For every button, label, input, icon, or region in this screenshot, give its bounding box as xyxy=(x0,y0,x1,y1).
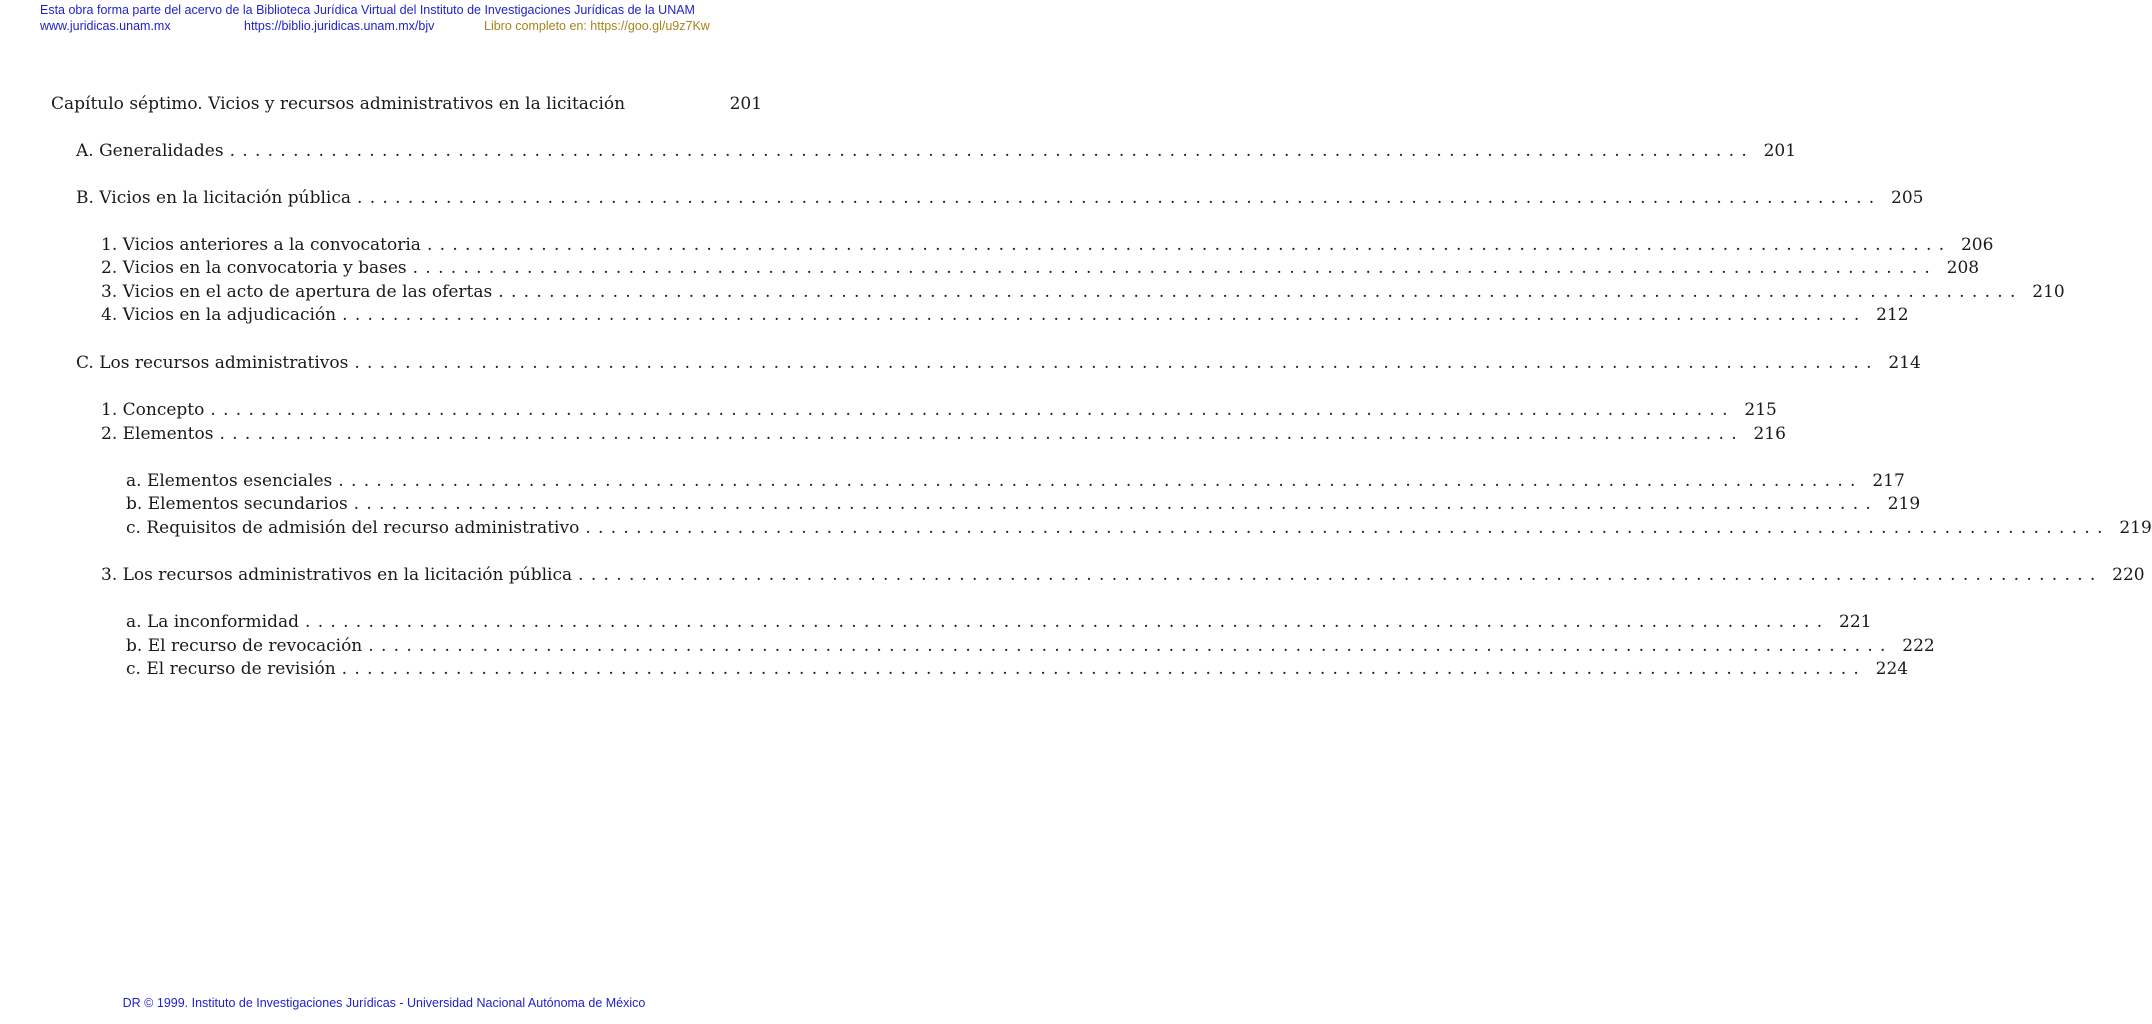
toc-entry xyxy=(101,305,1909,327)
toc-entry-title: Capítulo séptimo. Vicios y recursos administrativos en la licitación xyxy=(51,94,626,114)
toc-entry-title: 2. Elementos xyxy=(101,424,214,444)
toc-entry-title: B. Vicios en la licitación pública xyxy=(76,188,352,208)
toc-entry-page: 210 xyxy=(2032,282,2065,302)
toc-leader: ........................................................................................................................ xyxy=(229,141,1755,161)
toc-entry-page: 201 xyxy=(1763,141,1797,161)
toc-entry-page: 214 xyxy=(1888,353,1921,373)
toc-entry-title: 1. Vicios anteriores a la convocatoria xyxy=(101,235,421,255)
toc-entry-page: 201 xyxy=(729,94,763,114)
toc-entry xyxy=(126,518,2152,540)
toc-leader: ........................................................................................................................ xyxy=(354,353,1879,373)
toc-entry-page: 208 xyxy=(1946,258,1980,278)
toc-entry xyxy=(126,612,1872,634)
toc-entry xyxy=(126,494,1921,516)
toc-leader: ........................................................................................................................ xyxy=(304,612,1830,632)
toc-entry-page: 221 xyxy=(1839,612,1872,632)
header-notice: Esta obra forma parte del acervo de la Biblioteca Jurídica Virtual del Instituto de Investigaciones Jurídicas de la UNAM xyxy=(40,3,695,17)
header-site-link[interactable]: www.juridicas.unam.mx xyxy=(40,19,171,33)
toc-entry-title: c. Requisitos de admisión del recurso administrativo xyxy=(126,518,580,538)
toc-entry-page: 224 xyxy=(1875,659,1909,679)
toc-entry xyxy=(101,282,2065,304)
toc-entry-page: 216 xyxy=(1753,424,1786,444)
toc-entry-title: 3. Vicios en el acto de apertura de las ofertas xyxy=(101,282,493,302)
toc-entry-title: A. Generalidades xyxy=(76,141,224,161)
toc-leader: ........................................................................................................................ xyxy=(426,235,1952,255)
footer-copyright: DR © 1999. Instituto de Investigaciones Jurídicas - Universidad Nacional Autónoma de México xyxy=(122,996,646,1010)
toc-entry-title: 1. Concepto xyxy=(101,400,205,420)
toc-entry-page: 217 xyxy=(1872,471,1905,491)
toc-leader: ........................................................................................................................ xyxy=(368,636,1893,656)
header-book-link[interactable]: Libro completo en: https://goo.gl/u9z7Kw xyxy=(484,19,710,33)
toc-leader: ........................................................................................................................ xyxy=(219,424,1744,444)
toc-entry-title: b. El recurso de revocación xyxy=(126,636,363,656)
toc-leader: ........................................................................................................................ xyxy=(585,518,2110,538)
toc-entry-title: a. Elementos esenciales xyxy=(126,471,333,491)
toc-entry-page: 222 xyxy=(1902,636,1935,656)
header-bjv-link[interactable]: https://biblio.juridicas.unam.mx/bjv xyxy=(244,19,435,33)
toc-entry xyxy=(76,141,1797,163)
toc-entry-title: b. Elementos secundarios xyxy=(126,494,348,514)
toc-entry-page: 205 xyxy=(1891,188,1924,208)
toc-leader: ........................................................................................................................ xyxy=(353,494,1879,514)
toc-leader: ........................................................................................................................ xyxy=(578,565,2103,585)
toc-entry-page: 212 xyxy=(1876,305,1909,325)
toc-entry-page: 220 xyxy=(2112,565,2145,585)
toc-leader: ........................................................................................................................ xyxy=(210,400,1735,420)
toc-entry xyxy=(126,471,1905,493)
toc-leader: ........................................................................................................................ xyxy=(357,188,1882,208)
toc-entry xyxy=(101,258,1980,280)
toc-entry xyxy=(126,659,1909,681)
toc-entry xyxy=(51,94,763,116)
toc-entry-title: a. La inconformidad xyxy=(126,612,299,632)
toc-entry xyxy=(76,353,1921,375)
toc-leader: ........................................................................................................................ xyxy=(341,659,1867,679)
toc-entry xyxy=(101,235,1994,257)
toc-leader: ........................................................................................................................ xyxy=(412,258,1938,278)
toc-entry-title: 3. Los recursos administrativos en la licitación pública xyxy=(101,565,573,585)
toc-leader: ........................................................................................................................ xyxy=(338,471,1863,491)
toc-entry-title: 4. Vicios en la adjudicación xyxy=(101,305,337,325)
toc-leader: ........................................................................................................................ xyxy=(342,305,1867,325)
toc-entry-title: c. El recurso de revisión xyxy=(126,659,336,679)
toc-entry-page: 215 xyxy=(1744,400,1777,420)
toc-entry-page: 219 xyxy=(1887,494,1921,514)
toc-entry-page: 206 xyxy=(1960,235,1994,255)
toc-entry xyxy=(76,188,1924,210)
toc-entry xyxy=(101,565,2145,587)
toc-entry xyxy=(126,636,1935,658)
toc-entry-page: 219 xyxy=(2119,518,2152,538)
toc-entry xyxy=(101,424,1786,446)
toc-entry xyxy=(101,400,1777,422)
toc-entry-title: 2. Vicios en la convocatoria y bases xyxy=(101,258,407,278)
toc-entry-title: C. Los recursos administrativos xyxy=(76,353,349,373)
toc-leader: ........................................................................................................................ xyxy=(498,282,2023,302)
